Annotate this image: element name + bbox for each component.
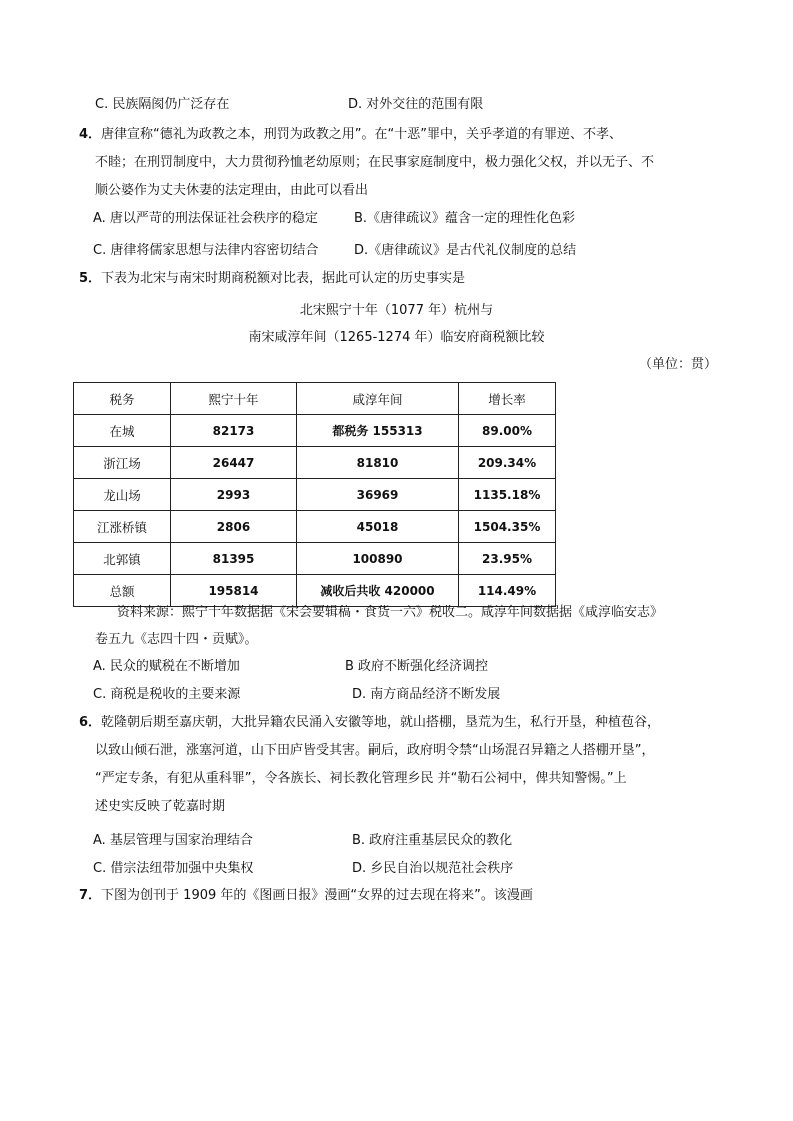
table-row xyxy=(74,479,556,511)
header-growth: 增长率 xyxy=(459,383,556,415)
cell-xianchun: 100890 xyxy=(297,543,459,575)
q6-option-a: A. 基层管理与国家治理结合 xyxy=(93,833,253,848)
question-6-line-2: 以致山倾石泄，涨塞河道，山下田庐皆受其害。嗣后，政府明令禁“山场混召异籍之人搭棚开垦”， xyxy=(95,743,655,758)
q4-option-a: A. 唐以严苛的刑法保证社会秩序的稳定 xyxy=(93,211,318,226)
q5-option-b: B 政府不断强化经济调控 xyxy=(345,659,489,674)
cell-xianchun: 减收后共收 420000 xyxy=(297,575,459,607)
question-7-stem xyxy=(79,887,533,905)
cell-xianchun: 45018 xyxy=(297,511,459,543)
q3-option-d: D. 对外交往的范围有限 xyxy=(348,97,484,112)
cell-xianchun: 81810 xyxy=(297,447,459,479)
cell-name: 江涨桥镇 xyxy=(74,511,171,543)
cell-name: 浙江场 xyxy=(74,447,171,479)
q6-option-c: C. 借宗法纽带加强中央集权 xyxy=(93,861,254,876)
q5-option-d: D. 南方商品经济不断发展 xyxy=(352,687,501,702)
cell-growth: 114.49% xyxy=(459,575,556,607)
cell-xianchun: 都税务 155313 xyxy=(297,415,459,447)
cell-name: 龙山场 xyxy=(74,479,171,511)
table-title-line-1: 北宋熙宁十年（1077 年）杭州与 xyxy=(299,303,494,318)
question-4-line-2: 不睦；在刑罚制度中，大力贯彻矜恤老幼原则；在民事家庭制度中，极力强化父权，并以无子、不 xyxy=(95,155,655,170)
question-7-number: 7． xyxy=(79,888,102,903)
q4-option-b: B.《唐律疏议》蕴含一定的理性化色彩 xyxy=(354,211,576,226)
table-unit: （单位：贯） xyxy=(639,357,718,372)
q5-option-c: C. 商税是税收的主要来源 xyxy=(93,687,241,702)
q6-option-d: D. 乡民自治以规范社会秩序 xyxy=(352,861,514,876)
table-row xyxy=(74,575,556,607)
header-xining: 熙宁十年 xyxy=(171,383,297,415)
cell-xining: 2993 xyxy=(171,479,297,511)
question-4-stem xyxy=(79,126,622,144)
cell-xianchun: 36969 xyxy=(297,479,459,511)
q3-option-c: C. 民族隔阂仍广泛存在 xyxy=(95,97,230,112)
table-title-line-2: 南宋咸淳年间（1265-1274 年）临安府商税额比较 xyxy=(248,330,545,345)
question-4-line-3: 顺公婆作为丈夫休妻的法定理由，由此可以看出 xyxy=(95,183,369,198)
table-source-line-2: 卷五九《志四十四・贡赋》。 xyxy=(95,632,258,647)
question-6-number: 6． xyxy=(79,715,102,730)
cell-name: 在城 xyxy=(74,415,171,447)
header-tax-office: 税务 xyxy=(74,383,171,415)
q6-option-b: B. 政府注重基层民众的教化 xyxy=(352,833,513,848)
q4-option-c: C. 唐律将儒家思想与法律内容密切结合 xyxy=(93,243,319,258)
table-source-line-1: 资料来源：熙宁十年数据据《宋会要辑稿・食货一六》税收二。咸淳年间数据据《咸淳临安志》 xyxy=(117,605,664,620)
header-xianchun: 咸淳年间 xyxy=(297,383,459,415)
table-row xyxy=(74,511,556,543)
cell-growth: 1135.18% xyxy=(459,479,556,511)
question-6-line-1: 乾隆朝后期至嘉庆朝，大批异籍农民涌入安徽等地，就山搭棚，垦荒为生，私行开垦，种植苞谷， xyxy=(101,715,661,730)
tax-comparison-table xyxy=(73,382,556,607)
question-7-stem-text: 下图为创刊于 1909 年的《图画日报》漫画“女界的过去现在将来”。该漫画 xyxy=(101,888,533,903)
cell-name: 北郭镇 xyxy=(74,543,171,575)
cell-xining: 81395 xyxy=(171,543,297,575)
cell-name: 总额 xyxy=(74,575,171,607)
q4-option-d: D.《唐律疏议》是古代礼仪制度的总结 xyxy=(354,243,577,258)
question-6-stem xyxy=(79,714,660,732)
table-row xyxy=(74,447,556,479)
cell-xining: 82173 xyxy=(171,415,297,447)
question-5-stem xyxy=(79,270,465,288)
question-6-line-4: 述史实反映了乾嘉时期 xyxy=(95,799,226,814)
cell-xining: 2806 xyxy=(171,511,297,543)
question-5-number: 5． xyxy=(79,271,102,286)
cell-growth: 89.00% xyxy=(459,415,556,447)
table-header-row xyxy=(74,383,556,415)
cell-growth: 23.95% xyxy=(459,543,556,575)
q5-option-a: A. 民众的赋税在不断增加 xyxy=(93,659,240,674)
table-row xyxy=(74,415,556,447)
cell-growth: 1504.35% xyxy=(459,511,556,543)
question-6-line-3: “严定专条，有犯从重科罪”，令各族长、祠长教化管理乡民 并“勒石公祠中，俾共知警惕。”上 xyxy=(95,771,627,786)
cell-xining: 26447 xyxy=(171,447,297,479)
cell-growth: 209.34% xyxy=(459,447,556,479)
question-5-stem-text: 下表为北宋与南宋时期商税额对比表，据此可认定的历史事实是 xyxy=(101,271,466,286)
question-4-line-1: 唐律宣称“德礼为政教之本，刑罚为政教之用”。在“十恶”罪中，关乎孝道的有罪逆、不孝、 xyxy=(101,127,622,142)
question-4-number: 4． xyxy=(79,127,102,142)
cell-xining: 195814 xyxy=(171,575,297,607)
table-row xyxy=(74,543,556,575)
